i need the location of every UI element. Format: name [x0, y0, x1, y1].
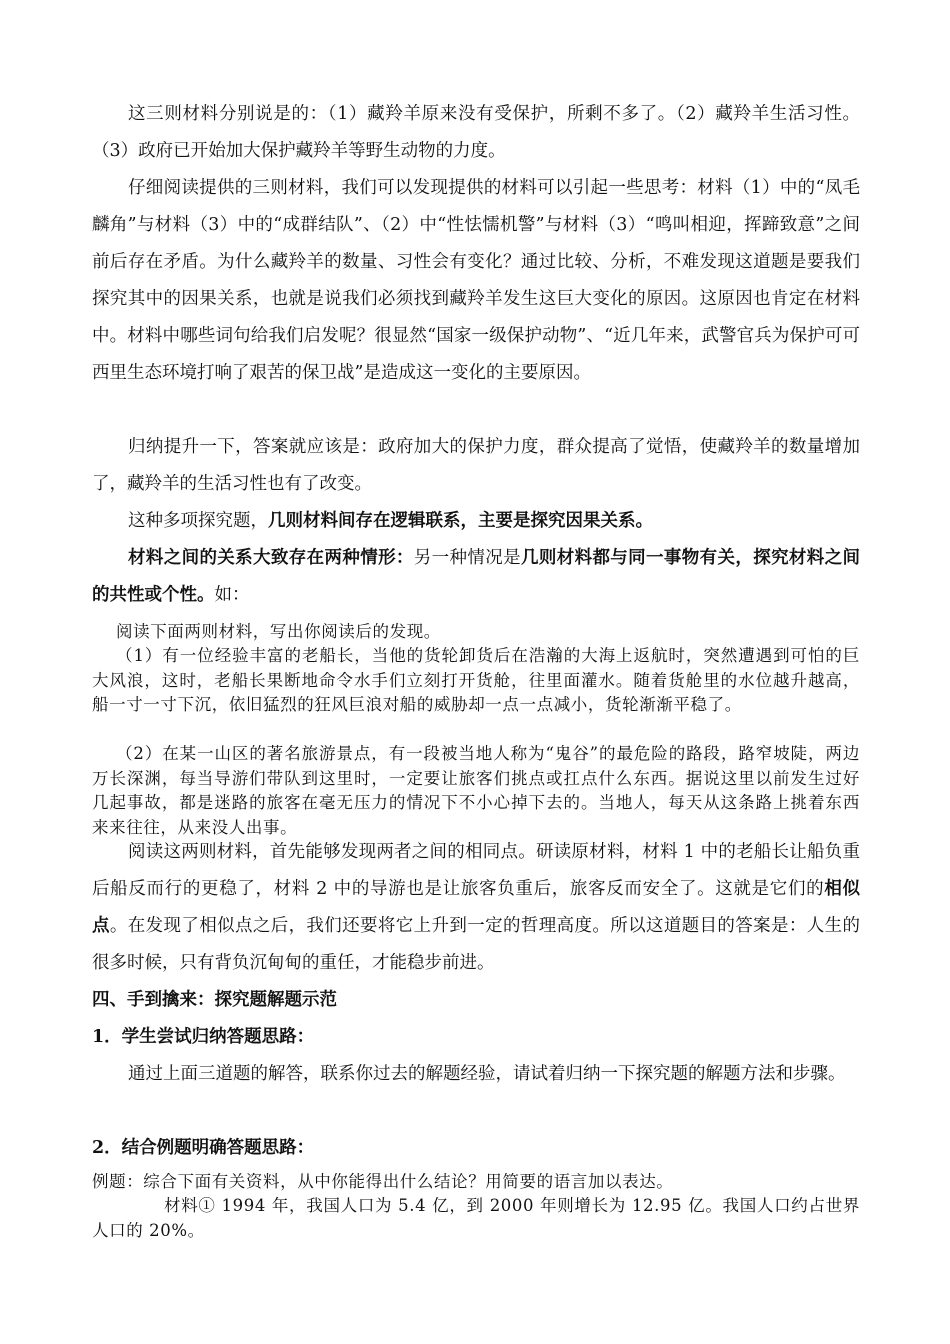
- paragraph-relations: [92, 540, 860, 614]
- paragraph-causal: [92, 503, 860, 540]
- subheading-1: 1．学生尝试归纳答题思路：: [92, 1027, 315, 1047]
- example-question: 例题：综合下面有关资料，从中你能得出什么结论？用简要的语言加以表达。: [92, 1172, 674, 1191]
- subheading-2: 2．结合例题明确答题思路：: [92, 1138, 315, 1158]
- paragraph-conclusion: 归纳提升一下，答案就应该是：政府加大的保护力度，群众提高了觉悟，使藏羚羊的数量增加了，藏羚羊的生活习性也有了改变。: [92, 437, 860, 494]
- material-2: （2）在某一山区的著名旅游景点，有一段被当地人称为“鬼谷”的最危险的路段，路窄坡陡，两边万长深渊，每当导游们带队到这里时，一定要让旅客们挑点或扛点什么东西。据说这里以前发生过好几起事故，都是迷路的旅客在毫无压力的情况下不小心掉下去的。当地人，每天从这条路上挑着东西来来往往，从来没人出事。: [92, 744, 860, 837]
- text-emphasis: 几则材料都与同一事物有关，探究材料之间的共性或个性。: [92, 548, 861, 605]
- paragraph-exercise: 通过上面三道题的解答，联系你过去的解题经验，请试着归纳一下探究题的解题方法和步骤。: [128, 1064, 846, 1084]
- text-normal: 如：: [214, 585, 250, 605]
- paragraph-similarity: [92, 834, 860, 982]
- paragraph-analysis: 仔细阅读提供的三则材料，我们可以发现提供的材料可以引起一些思考：材料（1）中的“凤毛麟角”与材料（3）中的“成群结队”、（2）中“性怯懦机警”与材料（3）“鸣叫相迎，挥蹄致意”之间前后存在矛盾。为什么藏羚羊的数量、习性会有变化？通过比较、分析，不难发现这道题是要我们探究其中的因果关系，也就是说我们必须找到藏羚羊发生这巨大变化的原因。这原因也肯定在材料中。材料中哪些词句给我们启发呢？很显然“国家一级保护动物”、“近几年来，武警官兵为保护可可西里生态环境打响了艰苦的保卫战”是造成这一变化的主要原因。: [92, 178, 860, 383]
- text-normal: 阅读这两则材料，首先能够发现两者之间的相同点。研读原材料，材料 1 中的老船长让船负重后船反而行的更稳了，材料 2 中的导游也是让旅客负重后，旅客反而安全了。这就是它们的: [92, 842, 860, 899]
- material-1: （1）有一位经验丰富的老船长，当他的货轮卸货后在浩瀚的大海上返航时，突然遭遇到可怕的巨大风浪，这时，老船长果断地命令水手们立刻打开货舱，往里面灌水。随着货舱里的水位越升越高，船一寸一寸下沉，依旧猛烈的狂风巨浪对船的威胁却一点一点减小，货轮渐渐平稳了。: [92, 646, 860, 714]
- text-emphasis: 材料之间的关系大致存在两种情形：: [128, 548, 414, 568]
- section-heading-4: 四、手到擒来：探究题解题示范: [92, 990, 337, 1010]
- material-population: 材料① 1994 年，我国人口为 5.4 亿，到 2000 年则增长为 12.95 亿。我国人口约占世界人口的 20%。: [92, 1196, 860, 1240]
- text-normal: 这种多项探究题，: [128, 511, 268, 531]
- text-emphasis: 几则材料间存在逻辑联系，主要是探究因果关系。: [268, 511, 653, 531]
- text-emphasis: 相似点: [92, 879, 861, 936]
- text-normal: 。在发现了相似点之后，我们还要将它上升到一定的哲理高度。所以这道题目的答案是：人生的很多时候，只有背负沉甸甸的重任，才能稳步前进。: [92, 916, 861, 973]
- question-intro: 阅读下面两则材料，写出你阅读后的发现。: [116, 622, 441, 641]
- paragraph-summary: 这三则材料分别说是的：（1）藏羚羊原来没有受保护，所剩不多了。（2）藏羚羊生活习性。（3）政府已开始加大保护藏羚羊等野生动物的力度。: [92, 104, 860, 161]
- text-normal: 另一种情况是: [413, 548, 521, 568]
